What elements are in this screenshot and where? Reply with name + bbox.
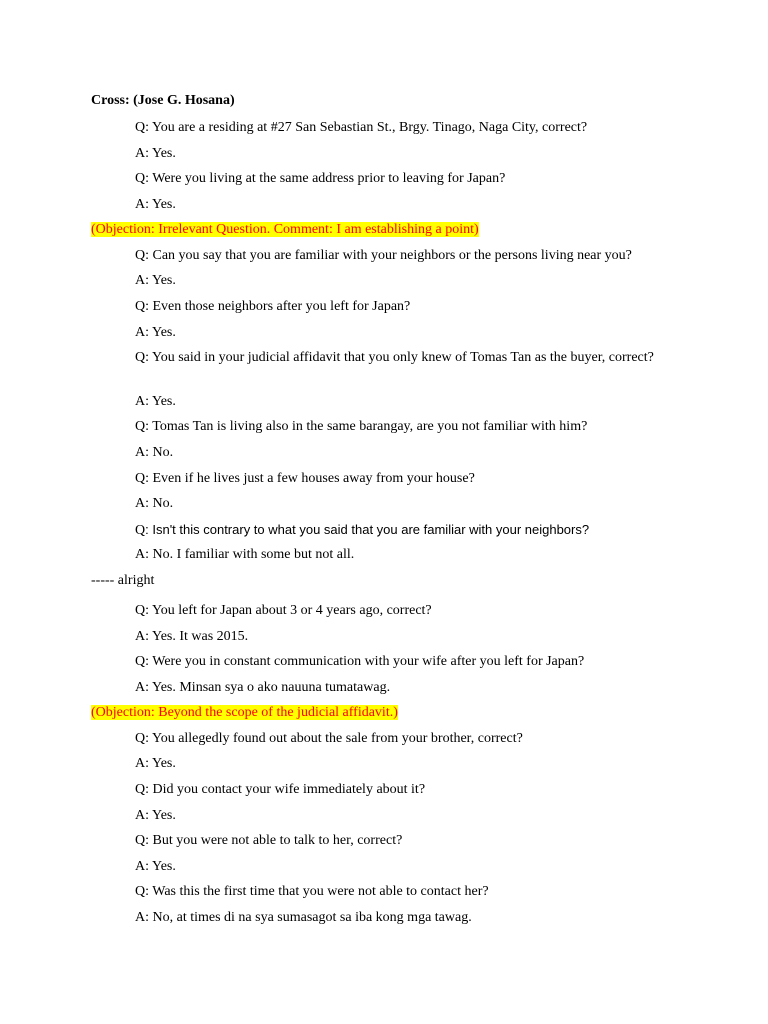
question-line: Q: Did you contact your wife immediately about it?: [135, 782, 426, 797]
question-line: Q: Even if he lives just a few houses away from your house?: [135, 471, 475, 486]
answer-line: A: Yes. Minsan sya o ako nauuna tumatawag.: [135, 680, 391, 695]
question-line: Q: Were you in constant communication with your wife after you left for Japan?: [135, 654, 585, 669]
question-line: Q: You allegedly found out about the sale from your brother, correct?: [135, 731, 523, 746]
objection-text: (Objection: Beyond the scope of the judicial affidavit.): [91, 705, 398, 720]
answer-line: A: Yes.: [135, 756, 176, 771]
answer-line: A: No.: [135, 445, 174, 460]
question-line: Q: Can you say that you are familiar with your neighbors or the persons living near you?: [135, 248, 632, 263]
question-line: Q: Were you living at the same address prior to leaving for Japan?: [135, 171, 506, 186]
question-line: Q: Tomas Tan is living also in the same barangay, are you not familiar with him?: [135, 419, 588, 434]
answer-line: A: No.: [135, 496, 174, 511]
question-line: Q: You are a residing at #27 San Sebastian St., Brgy. Tinago, Naga City, correct?: [135, 120, 588, 135]
question-line: Q: You left for Japan about 3 or 4 years ago, correct?: [135, 603, 432, 618]
answer-line: A: No, at times di na sya sumasagot sa iba kong mga tawag.: [135, 910, 472, 925]
question-line: Q: Even those neighbors after you left for Japan?: [135, 299, 411, 314]
answer-line: A: Yes.: [135, 325, 176, 340]
answer-line: A: Yes.: [135, 273, 176, 288]
objection-line: [91, 704, 398, 722]
question-line: Q: But you were not able to talk to her, correct?: [135, 833, 403, 848]
section-heading: Cross: (Jose G. Hosana): [91, 93, 235, 108]
answer-line: A: Yes.: [135, 394, 176, 409]
question-paragraph: Q: You said in your judicial affidavit that you only knew of Tomas Tan as the buyer, correct?: [135, 350, 654, 365]
question-line: [135, 521, 589, 540]
answer-line: A: Yes.: [135, 859, 176, 874]
question-text: : Isn't this contrary to what you said that you are familiar with your neighbors?: [145, 522, 590, 537]
remark-line: ----- alright: [91, 573, 155, 588]
question-line: Q: Was this the first time that you were not able to contact her?: [135, 884, 489, 899]
question-prefix: Q: [135, 523, 146, 538]
objection-line: [91, 221, 479, 239]
answer-line: A: Yes. It was 2015.: [135, 629, 249, 644]
answer-line: A: Yes.: [135, 146, 176, 161]
objection-text: (Objection: Irrelevant Question. Comment: I am establishing a point): [91, 222, 479, 237]
answer-line: A: No. I familiar with some but not all.: [135, 547, 355, 562]
answer-line: A: Yes.: [135, 808, 176, 823]
answer-line: A: Yes.: [135, 197, 176, 212]
